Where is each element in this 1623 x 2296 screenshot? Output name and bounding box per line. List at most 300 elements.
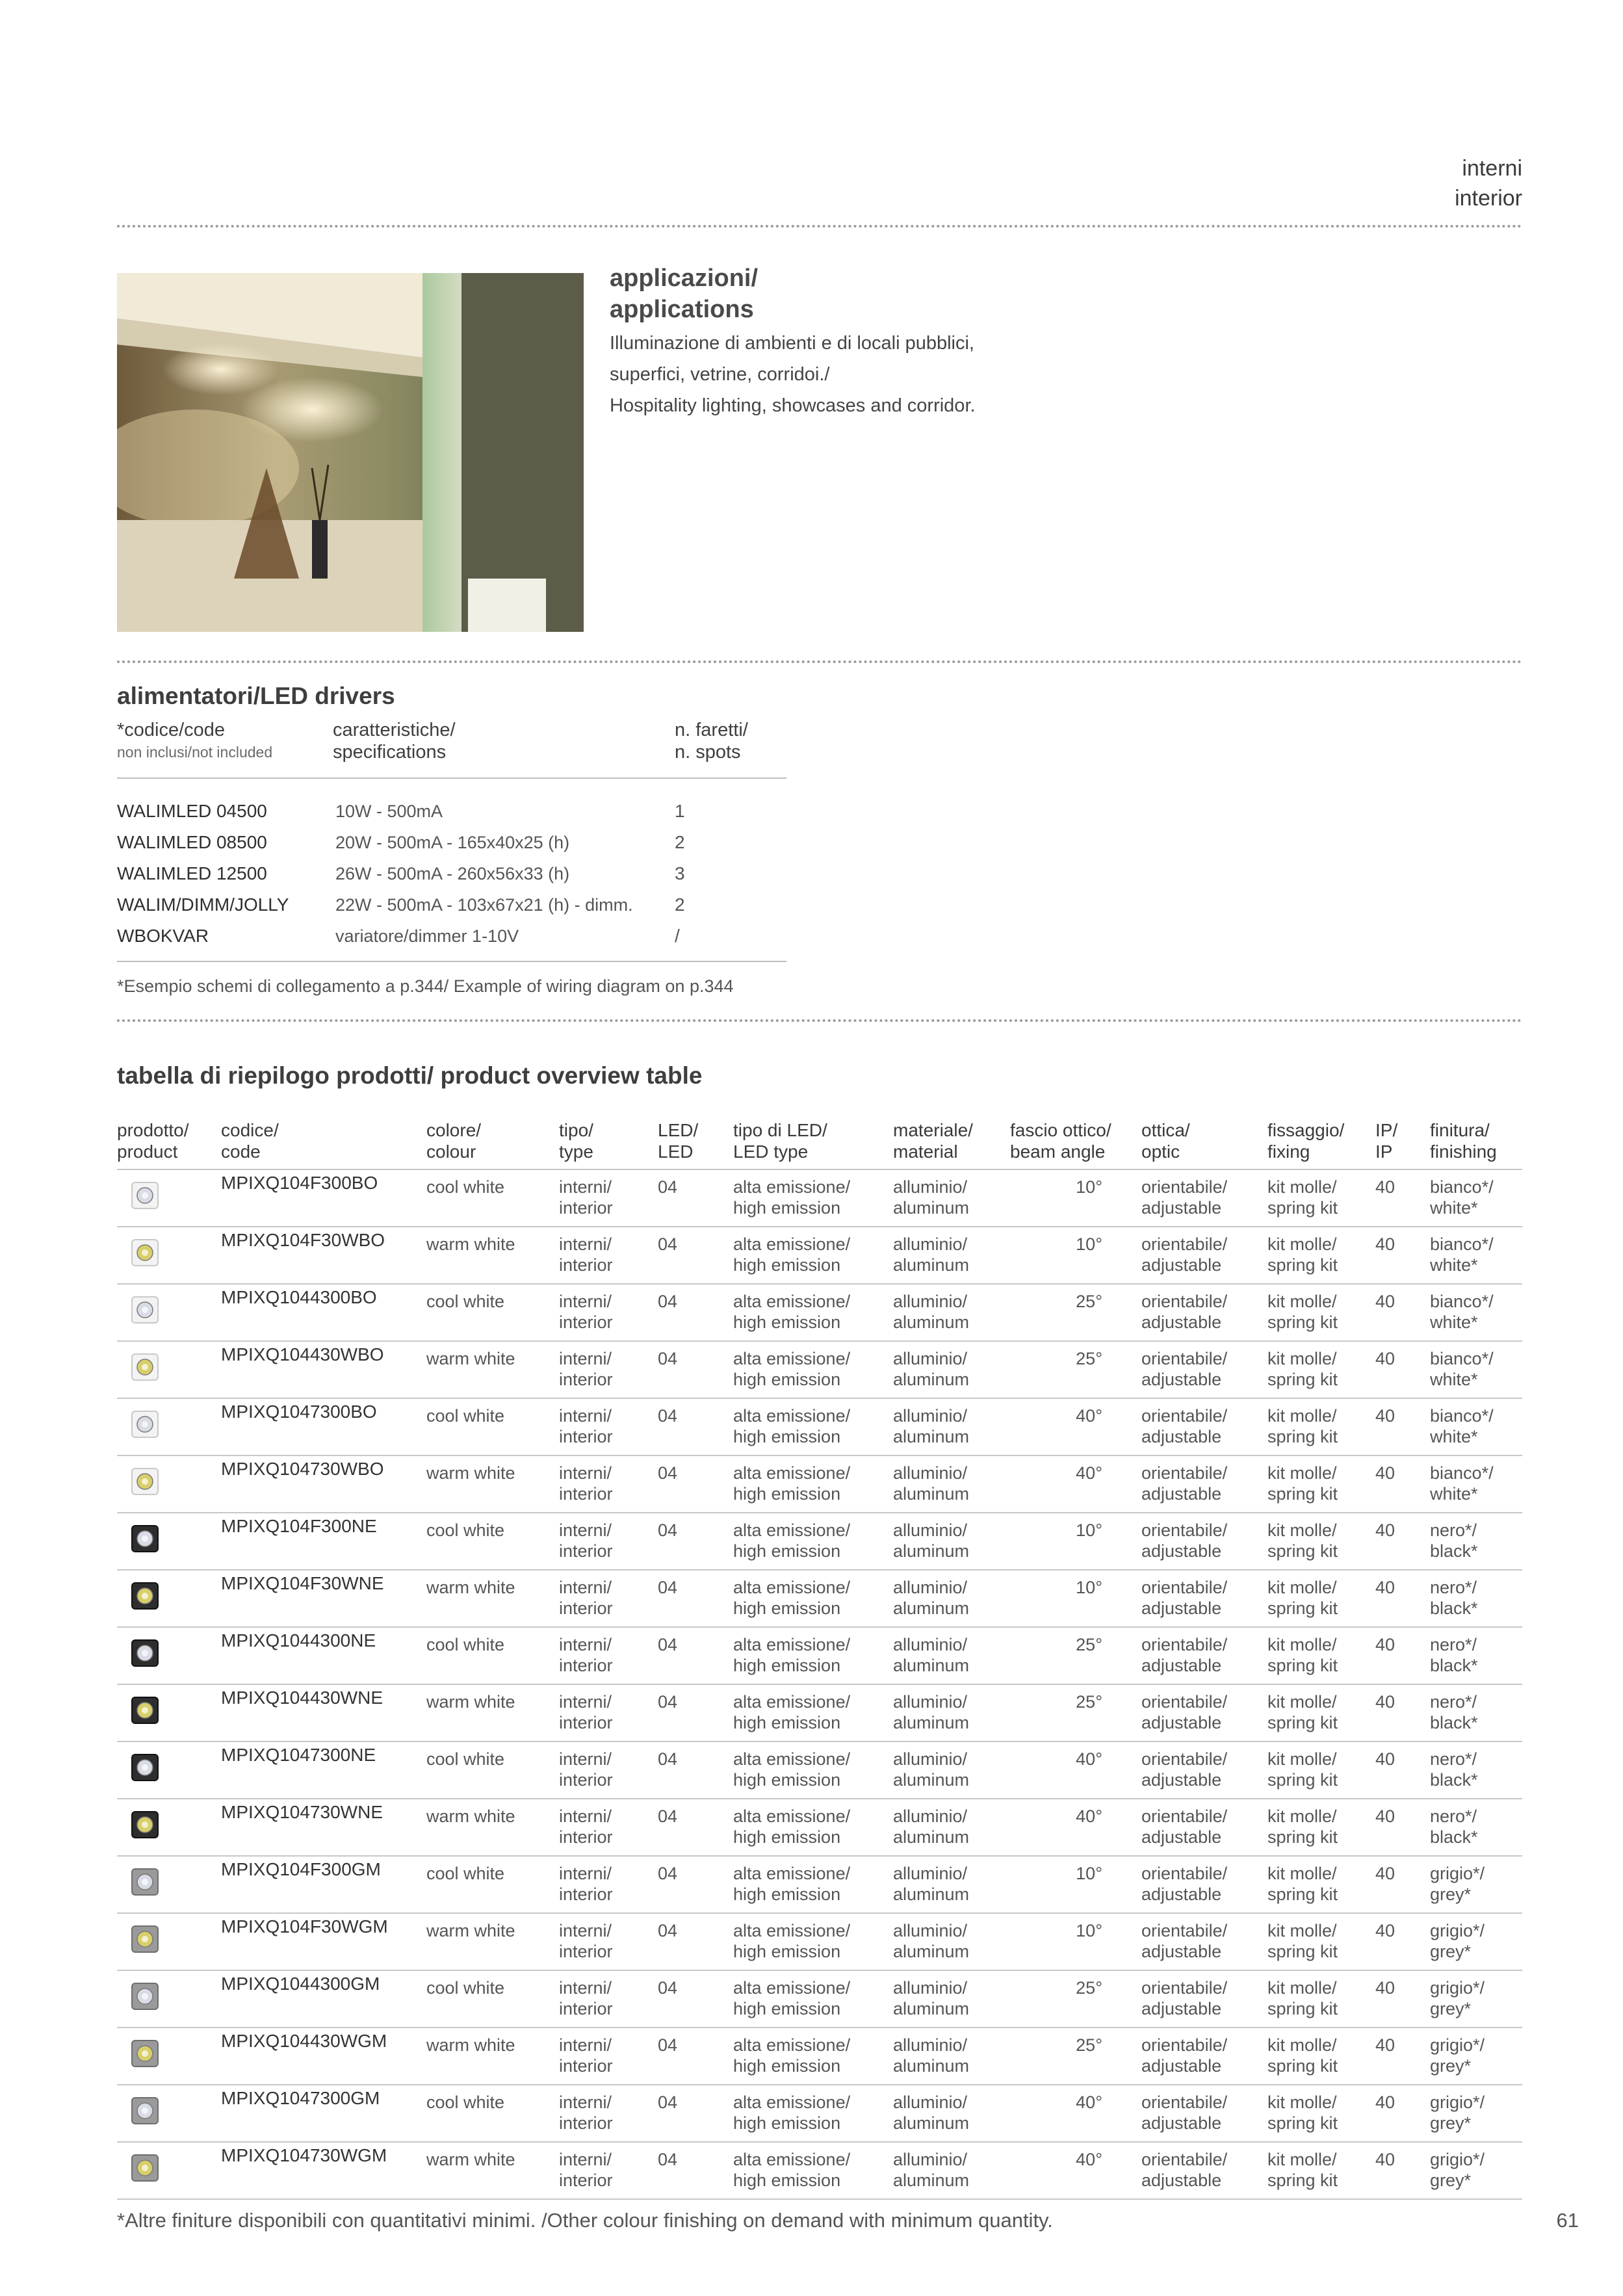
finishing-cell: bianco*/ white*: [1430, 1227, 1522, 1284]
drivers-col-code: [117, 719, 272, 763]
ip-cell: 40: [1375, 1570, 1430, 1627]
colour-cell: cool white: [426, 1856, 559, 1913]
col-ip: IP/ IP: [1375, 1119, 1430, 1169]
driver-spots: 3: [675, 863, 685, 883]
led-cell: 04: [658, 1913, 733, 1970]
applications-title-en: applications: [610, 296, 754, 323]
finishing-cell: bianco*/ white*: [1430, 1284, 1522, 1341]
divider-overview: [117, 1019, 1522, 1022]
colour-cell: warm white: [426, 2028, 559, 2085]
type-cell: interni/ interior: [559, 1970, 658, 2028]
spotlight-icon: [130, 1352, 160, 1382]
ip-cell: 40: [1375, 2142, 1430, 2199]
type-cell: interni/ interior: [559, 1799, 658, 1856]
driver-spec: 10W - 500mA: [335, 802, 443, 821]
drivers-col-spec: [333, 719, 456, 763]
led-type-cell: alta emissione/ high emission: [733, 1227, 893, 1284]
colour-cell: warm white: [426, 1913, 559, 1970]
code-cell: MPIXQ104730WBO: [221, 1455, 426, 1513]
led-type-cell: alta emissione/ high emission: [733, 1570, 893, 1627]
optic-cell: orientabile/ adjustable: [1141, 1398, 1267, 1455]
fixing-cell: kit molle/ spring kit: [1267, 1627, 1375, 1684]
section-label-en: interior: [1455, 186, 1522, 211]
type-cell: interni/ interior: [559, 1341, 658, 1398]
beam-angle-cell: 40°: [1010, 1398, 1141, 1455]
beam-angle-cell: 25°: [1010, 1684, 1141, 1742]
led-cell: 04: [658, 1398, 733, 1455]
product-cell: [117, 1570, 221, 1627]
driver-code: WALIMLED 12500: [117, 863, 267, 883]
ip-cell: 40: [1375, 1684, 1430, 1742]
colour-cell: cool white: [426, 2085, 559, 2142]
spotlight-icon: [130, 1981, 160, 2011]
code-cell: MPIXQ1044300NE: [221, 1627, 426, 1684]
led-cell: 04: [658, 1284, 733, 1341]
material-cell: alluminio/ aluminum: [893, 1169, 1010, 1227]
optic-cell: orientabile/ adjustable: [1141, 2028, 1267, 2085]
col-led-type: tipo di LED/ LED type: [733, 1119, 893, 1169]
drivers-header-rule: [117, 777, 786, 779]
product-cell: [117, 1169, 221, 1227]
optic-cell: orientabile/ adjustable: [1141, 1513, 1267, 1570]
led-type-cell: alta emissione/ high emission: [733, 2142, 893, 2199]
spotlight-icon: [130, 1181, 160, 1210]
material-cell: alluminio/ aluminum: [893, 1970, 1010, 2028]
drivers-col-spots-label-en: n. spots: [675, 742, 741, 763]
spotlight-icon: [130, 1295, 160, 1325]
led-type-cell: alta emissione/ high emission: [733, 1913, 893, 1970]
led-type-cell: alta emissione/ high emission: [733, 1856, 893, 1913]
table-row: [117, 1913, 1522, 1970]
colour-cell: cool white: [426, 1284, 559, 1341]
material-cell: alluminio/ aluminum: [893, 2085, 1010, 2142]
material-cell: alluminio/ aluminum: [893, 1913, 1010, 1970]
material-cell: alluminio/ aluminum: [893, 1627, 1010, 1684]
code-cell: MPIXQ104730WGM: [221, 2142, 426, 2199]
ip-cell: 40: [1375, 2085, 1430, 2142]
product-cell: [117, 1913, 221, 1970]
driver-spec: 22W - 500mA - 103x67x21 (h) - dimm.: [335, 895, 633, 915]
product-cell: [117, 1398, 221, 1455]
led-type-cell: alta emissione/ high emission: [733, 1341, 893, 1398]
led-type-cell: alta emissione/ high emission: [733, 1169, 893, 1227]
ip-cell: 40: [1375, 1742, 1430, 1799]
finishing-cell: nero*/ black*: [1430, 1742, 1522, 1799]
beam-angle-cell: 40°: [1010, 1455, 1141, 1513]
fixing-cell: kit molle/ spring kit: [1267, 1570, 1375, 1627]
optic-cell: orientabile/ adjustable: [1141, 1799, 1267, 1856]
type-cell: interni/ interior: [559, 1455, 658, 1513]
code-cell: MPIXQ1044300BO: [221, 1284, 426, 1341]
drivers-col-spots-label: n. faretti/: [675, 720, 748, 740]
optic-cell: orientabile/ adjustable: [1141, 1455, 1267, 1513]
table-row: [117, 1970, 1522, 2028]
drivers-col-spec-label-en: specifications: [333, 742, 447, 763]
drivers-bottom-rule: [117, 961, 786, 962]
type-cell: interni/ interior: [559, 2085, 658, 2142]
applications-line: Illuminazione di ambienti e di locali pubblici,: [610, 333, 974, 354]
table-row: [117, 2142, 1522, 2199]
table-row: [117, 2085, 1522, 2142]
type-cell: interni/ interior: [559, 1742, 658, 1799]
optic-cell: orientabile/ adjustable: [1141, 1341, 1267, 1398]
ip-cell: 40: [1375, 1513, 1430, 1570]
led-type-cell: alta emissione/ high emission: [733, 2028, 893, 2085]
product-cell: [117, 1513, 221, 1570]
col-optic: ottica/ optic: [1141, 1119, 1267, 1169]
beam-angle-cell: 25°: [1010, 1341, 1141, 1398]
overview-table: [117, 1119, 1522, 2200]
led-cell: 04: [658, 1856, 733, 1913]
drivers-col-code-sub: non inclusi/not included: [117, 744, 273, 761]
led-cell: 04: [658, 2028, 733, 2085]
section-label: [1455, 153, 1522, 213]
beam-angle-cell: 10°: [1010, 1169, 1141, 1227]
spotlight-icon: [130, 2153, 160, 2183]
applications-text: [610, 328, 976, 421]
divider-top: [117, 225, 1522, 228]
finishing-cell: nero*/ black*: [1430, 1684, 1522, 1742]
col-beam-angle: fascio ottico/ beam angle: [1010, 1119, 1141, 1169]
led-cell: 04: [658, 1570, 733, 1627]
optic-cell: orientabile/ adjustable: [1141, 2142, 1267, 2199]
type-cell: interni/ interior: [559, 1570, 658, 1627]
ip-cell: 40: [1375, 1627, 1430, 1684]
ip-cell: 40: [1375, 1455, 1430, 1513]
led-cell: 04: [658, 1513, 733, 1570]
fixing-cell: kit molle/ spring kit: [1267, 1684, 1375, 1742]
colour-cell: warm white: [426, 2142, 559, 2199]
colour-cell: warm white: [426, 1227, 559, 1284]
finishing-cell: bianco*/ white*: [1430, 1455, 1522, 1513]
beam-angle-cell: 40°: [1010, 2142, 1141, 2199]
type-cell: interni/ interior: [559, 1913, 658, 1970]
led-cell: 04: [658, 1799, 733, 1856]
code-cell: MPIXQ104F300NE: [221, 1513, 426, 1570]
led-type-cell: alta emissione/ high emission: [733, 1398, 893, 1455]
table-row: [117, 1799, 1522, 1856]
type-cell: interni/ interior: [559, 1513, 658, 1570]
driver-code: WALIM/DIMM/JOLLY: [117, 894, 289, 915]
fixing-cell: kit molle/ spring kit: [1267, 1742, 1375, 1799]
code-cell: MPIXQ104F300GM: [221, 1856, 426, 1913]
fixing-cell: kit molle/ spring kit: [1267, 1455, 1375, 1513]
led-cell: 04: [658, 2085, 733, 2142]
fixing-cell: kit molle/ spring kit: [1267, 2085, 1375, 2142]
beam-angle-cell: 25°: [1010, 2028, 1141, 2085]
driver-code: WBOKVAR: [117, 926, 209, 946]
colour-cell: cool white: [426, 1398, 559, 1455]
led-type-cell: alta emissione/ high emission: [733, 1627, 893, 1684]
code-cell: MPIXQ104F30WNE: [221, 1570, 426, 1627]
divider-drivers: [117, 660, 1522, 663]
finishing-cell: nero*/ black*: [1430, 1627, 1522, 1684]
led-cell: 04: [658, 1169, 733, 1227]
colour-cell: warm white: [426, 1684, 559, 1742]
table-row: [117, 1684, 1522, 1742]
col-type: tipo/ type: [559, 1119, 658, 1169]
colour-cell: cool white: [426, 1169, 559, 1227]
material-cell: alluminio/ aluminum: [893, 2142, 1010, 2199]
finishing-cell: bianco*/ white*: [1430, 1169, 1522, 1227]
material-cell: alluminio/ aluminum: [893, 1684, 1010, 1742]
code-cell: MPIXQ1047300GM: [221, 2085, 426, 2142]
optic-cell: orientabile/ adjustable: [1141, 1970, 1267, 2028]
table-row: [117, 1455, 1522, 1513]
fixing-cell: kit molle/ spring kit: [1267, 1284, 1375, 1341]
driver-spec: 20W - 500mA - 165x40x25 (h): [335, 833, 570, 852]
type-cell: interni/ interior: [559, 2142, 658, 2199]
code-cell: MPIXQ104F300BO: [221, 1169, 426, 1227]
led-cell: 04: [658, 1341, 733, 1398]
finishing-cell: bianco*/ white*: [1430, 1341, 1522, 1398]
code-cell: MPIXQ104F30WGM: [221, 1913, 426, 1970]
colour-cell: cool white: [426, 1742, 559, 1799]
type-cell: interni/ interior: [559, 1684, 658, 1742]
product-cell: [117, 2085, 221, 2142]
type-cell: interni/ interior: [559, 1398, 658, 1455]
material-cell: alluminio/ aluminum: [893, 1455, 1010, 1513]
led-cell: 04: [658, 2142, 733, 2199]
ip-cell: 40: [1375, 1227, 1430, 1284]
optic-cell: orientabile/ adjustable: [1141, 1742, 1267, 1799]
optic-cell: orientabile/ adjustable: [1141, 1570, 1267, 1627]
drivers-col-spec-label: caratteristiche/: [333, 720, 456, 740]
led-cell: 04: [658, 1684, 733, 1742]
finishing-cell: grigio*/ grey*: [1430, 2085, 1522, 2142]
code-cell: MPIXQ104430WBO: [221, 1341, 426, 1398]
product-cell: [117, 1284, 221, 1341]
ip-cell: 40: [1375, 1799, 1430, 1856]
material-cell: alluminio/ aluminum: [893, 1856, 1010, 1913]
table-row: [117, 1513, 1522, 1570]
code-cell: MPIXQ1044300GM: [221, 1970, 426, 2028]
col-colour: colore/ colour: [426, 1119, 559, 1169]
led-type-cell: alta emissione/ high emission: [733, 1684, 893, 1742]
col-finishing: finitura/ finishing: [1430, 1119, 1522, 1169]
fixing-cell: kit molle/ spring kit: [1267, 1398, 1375, 1455]
led-type-cell: alta emissione/ high emission: [733, 1742, 893, 1799]
material-cell: alluminio/ aluminum: [893, 1284, 1010, 1341]
spotlight-icon: [130, 2096, 160, 2126]
col-led: LED/ LED: [658, 1119, 733, 1169]
table-row: [117, 1856, 1522, 1913]
table-row: [117, 1341, 1522, 1398]
overview-header-row: [117, 1119, 1522, 1169]
table-row: [117, 1570, 1522, 1627]
ip-cell: 40: [1375, 1913, 1430, 1970]
driver-spots: 2: [675, 894, 685, 915]
spotlight-icon: [130, 1409, 160, 1439]
ip-cell: 40: [1375, 1856, 1430, 1913]
fixing-cell: kit molle/ spring kit: [1267, 2028, 1375, 2085]
product-cell: [117, 1341, 221, 1398]
product-cell: [117, 1856, 221, 1913]
product-cell: [117, 1742, 221, 1799]
optic-cell: orientabile/ adjustable: [1141, 1627, 1267, 1684]
finishing-cell: bianco*/ white*: [1430, 1398, 1522, 1455]
spotlight-icon: [130, 2039, 160, 2068]
type-cell: interni/ interior: [559, 1227, 658, 1284]
material-cell: alluminio/ aluminum: [893, 1227, 1010, 1284]
code-cell: MPIXQ104430WGM: [221, 2028, 426, 2085]
section-label-it: interni: [1462, 156, 1522, 181]
colour-cell: warm white: [426, 1455, 559, 1513]
table-row: [117, 1284, 1522, 1341]
beam-angle-cell: 40°: [1010, 2085, 1141, 2142]
drivers-col-code-label: *codice/code: [117, 720, 226, 740]
led-type-cell: alta emissione/ high emission: [733, 1513, 893, 1570]
beam-angle-cell: 10°: [1010, 1913, 1141, 1970]
ip-cell: 40: [1375, 2028, 1430, 2085]
spotlight-icon: [130, 1753, 160, 1782]
colour-cell: cool white: [426, 1627, 559, 1684]
product-cell: [117, 2028, 221, 2085]
colour-cell: warm white: [426, 1570, 559, 1627]
table-row: [117, 1227, 1522, 1284]
material-cell: alluminio/ aluminum: [893, 1742, 1010, 1799]
product-cell: [117, 1227, 221, 1284]
product-cell: [117, 2142, 221, 2199]
fixing-cell: kit molle/ spring kit: [1267, 1341, 1375, 1398]
spotlight-icon: [130, 1695, 160, 1725]
page-number: 61: [1556, 2209, 1579, 2232]
colour-cell: warm white: [426, 1341, 559, 1398]
spotlight-icon: [130, 1238, 160, 1268]
beam-angle-cell: 10°: [1010, 1570, 1141, 1627]
code-cell: MPIXQ104730WNE: [221, 1799, 426, 1856]
code-cell: MPIXQ104430WNE: [221, 1684, 426, 1742]
fixing-cell: kit molle/ spring kit: [1267, 1227, 1375, 1284]
material-cell: alluminio/ aluminum: [893, 1570, 1010, 1627]
driver-code: WALIMLED 04500: [117, 801, 267, 821]
driver-spots: 2: [675, 832, 685, 852]
beam-angle-cell: 40°: [1010, 1742, 1141, 1799]
product-cell: [117, 1684, 221, 1742]
spotlight-icon: [130, 1467, 160, 1496]
type-cell: interni/ interior: [559, 1169, 658, 1227]
type-cell: interni/ interior: [559, 1627, 658, 1684]
fixing-cell: kit molle/ spring kit: [1267, 1799, 1375, 1856]
ip-cell: 40: [1375, 1169, 1430, 1227]
driver-spots: /: [675, 926, 680, 946]
beam-angle-cell: 10°: [1010, 1227, 1141, 1284]
fixing-cell: kit molle/ spring kit: [1267, 1169, 1375, 1227]
table-row: [117, 2028, 1522, 2085]
beam-angle-cell: 10°: [1010, 1856, 1141, 1913]
material-cell: alluminio/ aluminum: [893, 1341, 1010, 1398]
ip-cell: 40: [1375, 1970, 1430, 2028]
drivers-col-spots: [675, 719, 748, 763]
applications-line: Hospitality lighting, showcases and corridor.: [610, 395, 976, 416]
colour-cell: warm white: [426, 1799, 559, 1856]
material-cell: alluminio/ aluminum: [893, 1398, 1010, 1455]
col-code: codice/ code: [221, 1119, 426, 1169]
led-cell: 04: [658, 1742, 733, 1799]
beam-angle-cell: 25°: [1010, 1627, 1141, 1684]
fixing-cell: kit molle/ spring kit: [1267, 1970, 1375, 2028]
fixing-cell: kit molle/ spring kit: [1267, 1513, 1375, 1570]
application-photo: [117, 273, 584, 632]
finishing-cell: grigio*/ grey*: [1430, 1856, 1522, 1913]
finishing-cell: nero*/ black*: [1430, 1513, 1522, 1570]
led-type-cell: alta emissione/ high emission: [733, 1284, 893, 1341]
led-type-cell: alta emissione/ high emission: [733, 1799, 893, 1856]
led-type-cell: alta emissione/ high emission: [733, 2085, 893, 2142]
drivers-title: alimentatori/LED drivers: [117, 683, 395, 709]
optic-cell: orientabile/ adjustable: [1141, 1284, 1267, 1341]
finishing-cell: grigio*/ grey*: [1430, 2028, 1522, 2085]
fixing-cell: kit molle/ spring kit: [1267, 1856, 1375, 1913]
material-cell: alluminio/ aluminum: [893, 2028, 1010, 2085]
code-cell: MPIXQ1047300BO: [221, 1398, 426, 1455]
beam-angle-cell: 10°: [1010, 1513, 1141, 1570]
finishing-cell: grigio*/ grey*: [1430, 1970, 1522, 2028]
footer-note: *Altre finiture disponibili con quantitativi minimi. /Other colour finishing on demand with minimum quantity.: [117, 2209, 1053, 2232]
led-cell: 04: [658, 1227, 733, 1284]
table-row: [117, 1398, 1522, 1455]
table-row: [117, 1627, 1522, 1684]
spotlight-icon: [130, 1638, 160, 1668]
optic-cell: orientabile/ adjustable: [1141, 1913, 1267, 1970]
product-cell: [117, 1627, 221, 1684]
type-cell: interni/ interior: [559, 2028, 658, 2085]
fixing-cell: kit molle/ spring kit: [1267, 1913, 1375, 1970]
optic-cell: orientabile/ adjustable: [1141, 2085, 1267, 2142]
applications-title-it: applicazioni/: [610, 265, 759, 292]
led-type-cell: alta emissione/ high emission: [733, 1970, 893, 2028]
col-material: materiale/ material: [893, 1119, 1010, 1169]
overview-title: tabella di riepilogo prodotti/ product overview table: [117, 1062, 703, 1089]
product-cell: [117, 1799, 221, 1856]
finishing-cell: nero*/ black*: [1430, 1799, 1522, 1856]
spotlight-icon: [130, 1867, 160, 1897]
beam-angle-cell: 40°: [1010, 1799, 1141, 1856]
code-cell: MPIXQ104F30WBO: [221, 1227, 426, 1284]
col-product: prodotto/ product: [117, 1119, 221, 1169]
material-cell: alluminio/ aluminum: [893, 1799, 1010, 1856]
product-cell: [117, 1455, 221, 1513]
optic-cell: orientabile/ adjustable: [1141, 1227, 1267, 1284]
driver-spec: 26W - 500mA - 260x56x33 (h): [335, 864, 570, 883]
led-cell: 04: [658, 1627, 733, 1684]
code-cell: MPIXQ1047300NE: [221, 1742, 426, 1799]
optic-cell: orientabile/ adjustable: [1141, 1684, 1267, 1742]
ip-cell: 40: [1375, 1341, 1430, 1398]
optic-cell: orientabile/ adjustable: [1141, 1856, 1267, 1913]
type-cell: interni/ interior: [559, 1856, 658, 1913]
applications-title: [610, 263, 758, 325]
driver-spec: variatore/dimmer 1-10V: [335, 926, 519, 946]
ip-cell: 40: [1375, 1398, 1430, 1455]
col-fixing: fissaggio/ fixing: [1267, 1119, 1375, 1169]
finishing-cell: grigio*/ grey*: [1430, 1913, 1522, 1970]
finishing-cell: nero*/ black*: [1430, 1570, 1522, 1627]
beam-angle-cell: 25°: [1010, 1284, 1141, 1341]
spotlight-icon: [130, 1924, 160, 1954]
table-row: [117, 1742, 1522, 1799]
colour-cell: cool white: [426, 1970, 559, 2028]
led-type-cell: alta emissione/ high emission: [733, 1455, 893, 1513]
spotlight-icon: [130, 1810, 160, 1840]
finishing-cell: grigio*/ grey*: [1430, 2142, 1522, 2199]
table-row: [117, 1169, 1522, 1227]
driver-code: WALIMLED 08500: [117, 832, 267, 852]
driver-spots: 1: [675, 801, 685, 821]
type-cell: interni/ interior: [559, 1284, 658, 1341]
material-cell: alluminio/ aluminum: [893, 1513, 1010, 1570]
led-cell: 04: [658, 1455, 733, 1513]
